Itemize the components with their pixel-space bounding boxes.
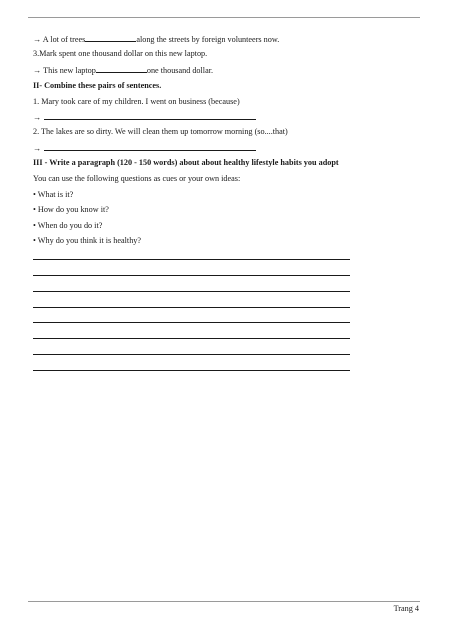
cue-text: Why do you think it is healthy? xyxy=(37,236,142,245)
section-heading-paragraph: III - Write a paragraph (120 - 150 words) about about healthy lifestyle habits you adopt xyxy=(33,158,339,167)
answer-blank[interactable] xyxy=(96,65,147,73)
sentence-end: one thousand dollar. xyxy=(146,66,214,75)
writing-line[interactable] xyxy=(33,259,350,260)
cue-item xyxy=(33,205,109,215)
combine-answer-1 xyxy=(33,112,256,123)
writing-line[interactable] xyxy=(33,322,350,323)
cue-item xyxy=(33,236,141,246)
rewrite-line-1 xyxy=(33,34,279,45)
page-number: Trang 4 xyxy=(393,604,419,613)
bullet-icon: • xyxy=(33,205,36,214)
writing-line[interactable] xyxy=(33,338,350,339)
sentence-end: along the streets by foreign volunteers now. xyxy=(136,35,280,44)
cue-item xyxy=(33,221,102,231)
combine-item-2: 2. The lakes are so dirty. We will clean them up tomorrow morning (so....that) xyxy=(33,127,288,136)
paragraph-instructions: You can use the following questions as cues or your own ideas: xyxy=(33,174,241,183)
arrow-icon: → xyxy=(33,144,42,153)
rewrite-line-2: 3.Mark spent one thousand dollar on this new laptop. xyxy=(33,49,208,58)
writing-line[interactable] xyxy=(33,275,350,276)
arrow-icon: → xyxy=(33,35,42,44)
sentence-start: This new laptop xyxy=(43,66,96,75)
answer-blank[interactable] xyxy=(44,143,256,151)
footer-rule xyxy=(28,601,420,602)
writing-line[interactable] xyxy=(33,307,350,308)
sentence-start: A lot of trees xyxy=(42,35,86,44)
arrow-icon: → xyxy=(33,66,42,75)
writing-line[interactable] xyxy=(33,370,350,371)
answer-blank[interactable] xyxy=(85,34,136,42)
bullet-icon: • xyxy=(33,221,36,230)
combine-answer-2 xyxy=(33,143,256,154)
arrow-icon: → xyxy=(33,113,42,122)
rewrite-line-3 xyxy=(33,65,213,76)
answer-blank[interactable] xyxy=(44,112,256,120)
combine-item-1: 1. Mary took care of my children. I went on business (because) xyxy=(33,97,240,106)
bullet-icon: • xyxy=(33,236,36,245)
bullet-icon: • xyxy=(33,190,36,199)
header-rule xyxy=(28,17,420,18)
writing-line[interactable] xyxy=(33,354,350,355)
cue-item xyxy=(33,190,73,200)
cue-text: When do you do it? xyxy=(37,221,103,230)
section-heading-combine: II- Combine these pairs of sentences. xyxy=(33,81,162,90)
writing-line[interactable] xyxy=(33,291,350,292)
cue-text: What is it? xyxy=(37,190,74,199)
cue-text: How do you know it? xyxy=(37,205,109,214)
